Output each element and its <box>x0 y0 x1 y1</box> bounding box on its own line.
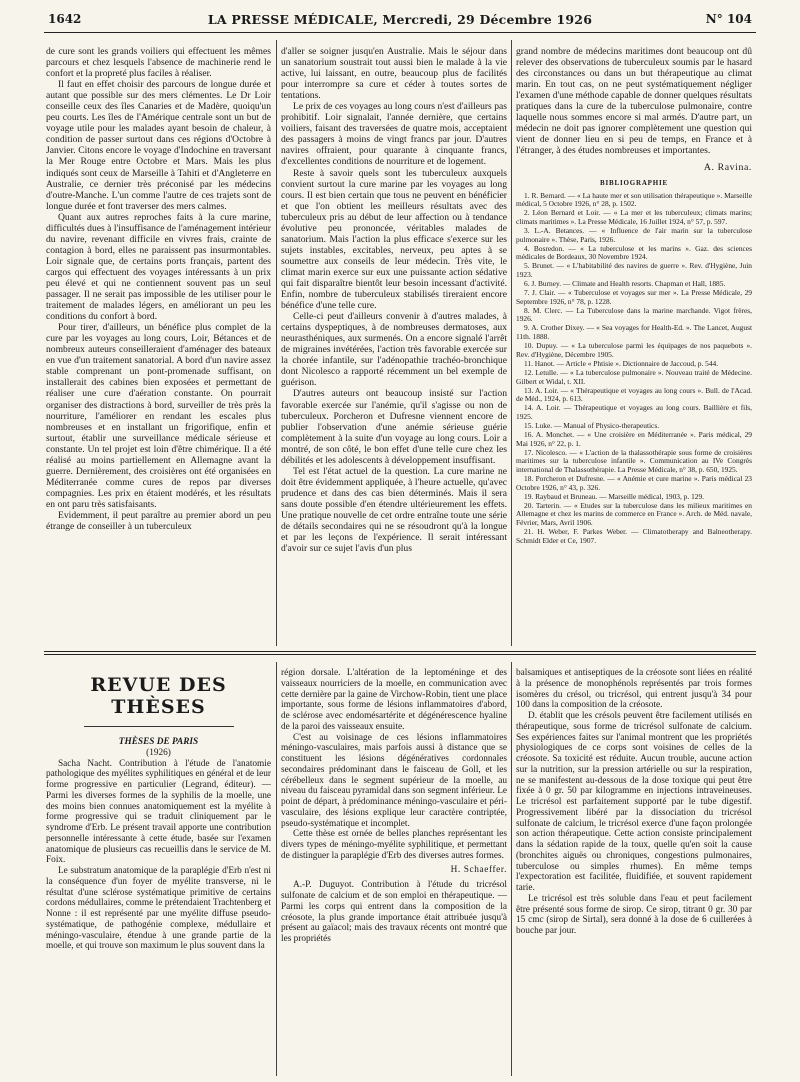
bibliography-entry: 2. Léon Bernard et Loir. — « La mer et les tuberculeux; climats marins; climats maritimes ». La Presse Médicale, 16 Juillet 1924, n° 57, p. 597. <box>516 208 752 226</box>
bibliography-entry: 10. Dupuy. — « La tuberculose parmi les équipages de nos paquebots ». Rev. d'Hygiène, Décembre 1905. <box>516 341 752 359</box>
bibliography-entry: 21. H. Weber, F. Parkes Weber. — Climatotherapy and Balneotherapy. Schmidt Elder et Ce, 1907. <box>516 527 752 545</box>
bibliography-entry: 20. Tarterin. — « Etudes sur la tuberculose dans les milieux maritimes en Allemagne et chez les marins de commerce en France ». Arch. de Méd. navale, Février, Mars, Avril 1906. <box>516 500 752 528</box>
header-rule <box>44 32 756 33</box>
article-paragraph: Il faut en effet choisir des parcours de longue durée et autant que possible sur des mers clémentes. Le Dr Loir conseille ceux des îles Canaries et de Madère, quoiqu'un peu courts. Les îles de l'Amérique centrale sont un but de voyage utile pour les malades ayant besoin de chaleur, à condition de passer surtout dans ces régions d'Octobre à Janvier. Citons encore le voyage d'Indochine en traversant la Mer Rouge entre Octobre et Mars. Mais les plus indiqués sont ceux de Marseille à Tahiti et d'Angleterre en Australie, ce dernier très préconisé par les médecins d'outre-Manche. L'un comme l'autre de ces trajets sont de longue durée et font traverser des mers calmes. <box>46 79 271 212</box>
bibliography-entry: 4. Bosredon. — « La tuberculose et les marins ». Gaz. des sciences médicales de Bordeaux, 30 Novembre 1924. <box>516 243 752 262</box>
revue-column-1 <box>46 668 271 1074</box>
page-number: 1642 <box>48 12 82 26</box>
bibliography-entry: 14. A. Loir. — Thérapeutique et voyages au long cours. Baillière et fils, 1925. <box>516 403 752 421</box>
article-paragraph: Quant aux autres reproches faits à la cure marine, difficultés dues à l'insuffisance de l'aménagement intérieur du navire, revenant difficile en vivres frais, crainte de contagion à bord, elles ne paraissent pas insurmontables. Loir signale que, de certains ports français, partent des cargos qui effectuent des voyages intéressants à un prix peu élevé et qui ne contiennent souvent pas un seul passager. Il ne serait pas impossible de les utiliser pour le traitement de malades légers, en améliorant un peu les conditions du confort à bord. <box>46 211 271 323</box>
bibliography-list <box>516 192 752 546</box>
article-column-3 <box>516 46 752 643</box>
thesis-review-paragraph: Sacha Nacht. Contribution à l'étude de l'anatomie pathologique des myélites syphilitiques en général et de leur forme progressive en particulier (Legrand, éditeur). — Parmi les diverses formes de la syphilis de la moelle, une des moins bien connues anatomiquement est la myélite à forme progressive qui se traduit cliniquement par le syndrome d'Erb. Le présent travail apporte une contribution personnelle intéressante à cette étude, basée sur l'examen anatomique de plusieurs cas recueillis dans le service de M. Foix. <box>46 758 271 866</box>
revue-title: REVUE DES THÈSES <box>90 674 227 718</box>
article-paragraph: Reste à savoir quels sont les tuberculeux auxquels convient surtout la cure marine par les voyages au long cours. Il est bien certain que tous ne peuvent en bénéficier et que l'on obtient les meilleurs résultats avec des tuberculeux pris au début de leur affection ou à tendance évolutive peu prononcée, véritables malades de sanatorium. Mais l'action la plus efficace s'exerce sur les sujets instables, excitables, nerveux, peu aptes à se soumettre aux conseils de leur médecin. Très vite, le climat marin exerce sur eux une puissante action sédative qui fait disparaître bientôt leur besoin incessant d'activité. Enfin, nombre de tuberculeux stabilisés tireraient encore bénéfice d'une telle cure. <box>281 167 507 312</box>
bibliography-title: BIBLIOGRAPHIE <box>600 178 668 187</box>
bibliography-entry: 3. L.-A. Betances. — « Influence de l'air marin sur la tuberculose pulmonaire ». Thèse, Paris, 1926. <box>516 225 752 244</box>
bibliography-entry: 5. Brunet. — « L'habitabilité des navires de guerre ». Rev. d'Hygiène, Juin 1923. <box>516 261 752 279</box>
section-divider-rule <box>44 654 756 655</box>
bibliography-entry: 6. J. Burney. — Climate and Health resorts. Chapman et Hall, 1885. <box>524 279 726 288</box>
article-paragraph: Pour tirer, d'ailleurs, un bénéfice plus complet de la cure par les voyages au long cours, Loir, Bétances et de nombreux auteurs conseilleraient d'aménager des bateaux en vue d'un traitement sanatorial. A bord d'un navire assez stable comprenant un pont-promenade suffisant, on installerait des cabines bien exposées et permettant de réaliser une cure d'aération constante. On pourrait organiser des distractions à bord, surveiller de très près la nourriture, l'améliorer en rendant les escales plus nombreuses et en installant un frigorifique, enfin et surtout, établir une surveillance médicale sérieuse et constante. Un tel projet est loin d'être chimérique. Il a été réalisé au moins partiellement en Allemagne avant la guerre. Dernièrement, des croisières ont été organisées en Méditerranée comme cures de repos par diverses compagnies. Les prix en étaient modérés, et les résultats en ont paru très satisfaisants. <box>46 322 271 510</box>
article-column-1 <box>46 46 271 643</box>
column-divider <box>276 40 277 646</box>
column-divider <box>511 662 512 1076</box>
thesis-review-paragraph: balsamiques et antiseptiques de la créosote sont liées en réalité à la présence de monophénols représentés par trois formes isomères du crésol, ou tricrésol, qui entrent jusqu'à 34 pour 100 dans la composition de la créosote. <box>516 668 752 711</box>
reviewer-signature: H. Schaeffer. <box>450 864 507 875</box>
article-paragraph: D'autres auteurs ont beaucoup insisté sur l'action favorable exercée sur l'anémie, qu'il s'agisse ou non de tuberculeux. Porcheron et Dufresne viennent encore de publier l'observation d'une anémie sérieuse guérie complètement à la suite d'un voyage au long cours. Loir a montré, de son côté, le bon effet d'une telle cure chez les débilités et les adolescents à développement insuffisant. <box>281 388 507 466</box>
article-paragraph: Le prix de ces voyages au long cours n'est d'ailleurs pas prohibitif. Loir signalait, l'année dernière, que certains voiliers, faisant des traversées de quatre mois, acceptaient des passagers à moins de vingt francs par jour. D'autres navires offraient, pour quarante à cinquante francs, d'excellentes conditions de nourriture et de logement. <box>281 101 507 168</box>
bibliography-entry: 19. Raybaud et Bruneau. — Marseille médical, 1903, p. 129. <box>524 491 705 501</box>
bibliography-entry: 7. J. Clair. — « Tuberculose et voyages sur mer ». La Presse Médicale, 29 Septembre 1926, n° 78, p. 1228. <box>516 288 752 306</box>
bibliography-entry: 1. R. Bernard. — « La haute mer et son utilisation thérapeutique ». Marseille médical, 5 Octobre 1926, n° 28, p. 1502. <box>516 190 752 209</box>
article-paragraph: Tel est l'état actuel de la question. La cure marine ne doit être évidemment appliquée, à l'heure actuelle, qu'avec prudence et dans des cas bien déterminés. Mais il sera sans doute possible d'en étendre ultérieurement les effets. Une pratique nouvelle de cet ordre entraîne toute une série de détails secondaires qui ne se résoudront qu'à la longue et par les leçons de l'expérience. Il serait intéressant d'avoir sur ce sujet l'avis d'un plus <box>281 465 507 555</box>
article-column-2 <box>281 46 507 643</box>
revue-column-2 <box>281 668 507 1074</box>
bibliography-entry: 9. A. Crother Dixey. — « Sea voyages for Health-Ed. ». The Lancet, August 11th. 1888. <box>516 323 752 342</box>
section-year: (1926) <box>146 747 171 758</box>
bibliography-entry: 13. A. Loir. — « Thérapeutique et voyages au long cours ». Bull. de l'Acad. de Méd., 1924, p. 613. <box>516 385 752 404</box>
title-rule <box>84 726 234 727</box>
column-divider <box>511 40 512 646</box>
bibliography-entry: 16. A. Monchet. — « Une croisière en Méditerranée ». Paris médical, 29 Mai 1926, n° 22, p. 1. <box>516 430 752 448</box>
article-paragraph: de cure sont les grands voiliers qui effectuent les mêmes parcours et chez lesquels l'absence de machinerie rend le confort et la propreté plus faciles à réaliser. <box>46 46 271 80</box>
article-paragraph: grand nombre de médecins maritimes dont beaucoup ont dû relever des observations de tuberculeux soumis par le hasard des circonstances ou dans un but thérapeutique au climat marin. En tout cas, on ne peut systématiquement négliger l'examen d'une méthode capable de donner quelques résultats pratiques dans la cure de la tuberculose pulmonaire, contre laquelle nous sommes encore si mal armés. D'autre part, un médecin ne doit pas ignorer complètement une question qui vient de donner lieu en si peu de temps, en France et à l'étranger, à des études nombreuses et importantes. <box>516 46 752 157</box>
thesis-review-paragraph: Le substratum anatomique de la paraplégie d'Erb n'est ni la conséquence d'un foyer de myélite transverse, ni le résultat d'une sclérose systématique primitive de certains cordons médullaires, comme le prétendaient Trachtenberg et Nonne : il est représenté par une myélite diffuse pseudo-systématique, de pathogénie complexe, médullaire et méningo-vasculaire, étendue à une grande partie de la moelle, et qui trouve son maximum le plus souvent dans la <box>46 866 271 952</box>
column-divider <box>276 662 277 1076</box>
issue-number: N° 104 <box>705 12 752 26</box>
article-paragraph: d'aller se soigner jusqu'en Australie. Mais le séjour dans un sanatorium soustrait tout aussi bien le malade à la vie active, lui laissant, en outre, beaucoup plus de facilités pour interrompre sa cure et céder à toutes sortes de tentations. <box>281 46 507 102</box>
author-signature: A. Ravina. <box>703 162 752 174</box>
revue-column-3 <box>516 668 752 1074</box>
thesis-review-paragraph: D. établit que les crésols peuvent être facilement utilisés en thérapeutique, sous forme de tricrésol sulfonate de calcium. Ses expériences faites sur l'animal montrent que les propriétés physiologiques de ce corps sont voisines de celles de la créosote. Sa toxicité est réduite. Aucun trouble, aucune action sur la nutrition, sur la pression artérielle ou sur la respiration, ne se manifestent au-dessous de la dose toxique qui peut être fixée à 0 gr. 50 par kilogramme en injections intraveineuses. Le tricrésol est parfaitement supporté par le tube digestif. Progressivement libéré par la dissociation du tricrésol sulfonate de calcium, le tricrésol exerce d'une façon prolongée son action thérapeutique. Cette action consiste principalement dans la sédation rapide de la toux, quelle qu'en soit la cause (bronchites aiguës ou chroniques, congestions pulmonaires, tuberculose ou simples rhumes). En même temps l'expectoration est facilitée, fluidifiée, et souvent rapidement tarie. <box>516 711 752 893</box>
thesis-review-paragraph: Le tricrésol est très soluble dans l'eau et peut facilement être présenté sous forme de sirop. Ce sirop, titrant 0 gr. 30 par 15 cmc (sirop de Sirtal), sera donné à la dose de 6 cuillerées à bouche par jour. <box>516 893 752 936</box>
article-paragraph: Celle-ci peut d'ailleurs convenir à d'autres malades, à certains dyspeptiques, à de nombreuses dermatoses, aux neurasthéniques, aux surmenés. On a encore signalé l'arrêt de migraines invétérées, l'action très favorable exercée sur la chorée infantile, sur l'adénopathie trachéo-bronchique dont Nicolesco a rapporté récemment un bel exemple de guérison. <box>281 311 507 389</box>
section-title: THÈSES DE PARIS <box>118 737 199 747</box>
article-paragraph: Evidemment, il peut paraître au premier abord un peu étrange de conseiller à un tuberculeux <box>46 509 271 533</box>
thesis-review-paragraph: C'est au voisinage de ces lésions inflammatoires méningo-vasculaires, mais parfois aussi à distance que se constituent les lésions dégénératives cordonnales secondaires prédominant dans le faisceau de Goll, et les cérébelleux dans le segment supérieur de la moelle, au niveau du faisceau pyramidal dans son segment inférieur. Le point de départ, à prédominance méningo-vasculaire et péri-vasculaire, des lésions explique leur caractère contriptée, pseudo-systématique et incomplet. <box>281 732 507 829</box>
bibliography-entry: 18. Porcheron et Dufresne. — « Anémie et cure marine ». Paris médical 23 Octobre 1926, n° 43, p. 326. <box>516 474 752 492</box>
bibliography-entry: 8. M. Clerc. — La Tuberculose dans la marine marchande. Vigot frères, 1926. <box>516 305 752 324</box>
thesis-review-paragraph: A.-P. Duguyot. Contribution à l'étude du tricrésol sulfonate de calcium et de son emploi en thérapeutique. — Parmi les corps qui entrent dans la composition de la créosote, la plus grande importance était attribuée jusqu'à présent au gaïacol; mais des travaux récents ont montré que les propriétés <box>281 880 507 944</box>
thesis-review-paragraph: Cette thèse est ornée de belles planches représentant les divers types de méningo-myélite syphilitique, et permettant de distinguer la paraplégie d'Erb des diverses autres formes. <box>281 829 507 861</box>
bibliography-entry: 17. Nicolesco. — « L'action de la thalassothérapie sous forme de croisières maritimes sur la tuberculose infantile ». Communication au IVe Congrès international de Thalassothérapie. La Presse Médicale, n° 38, p. 650, 1925. <box>516 447 752 474</box>
bibliography-entry: 12. Letulle. — « La tuberculose pulmonaire ». Nouveau traité de Médecine. Gilbert et Widal, t. XII. <box>516 367 752 386</box>
bibliography-entry: 11. Hanot. — Article « Phtisie ». Dictionnaire de Jaccoud, p. 544. <box>524 358 719 368</box>
bibliography-entry: 15. Luke. — Manual of Physico-therapeutics. <box>524 421 660 430</box>
section-divider-rule <box>44 651 756 652</box>
journal-header: LA PRESSE MÉDICALE, Mercredi, 29 Décembre 1926 <box>207 12 593 27</box>
thesis-review-paragraph: région dorsale. L'altération de la leptoméninge et des vaisseaux nourriciers de la moelle, en communication avec cette dernière par la gaine de Virchow-Robin, tient une place importante, sous forme de lésions inflammatoires d'abord, de sclérose avec endomésartérite et dégénérescence hyaline de la paroi des vaisseaux ensuite. <box>281 668 507 732</box>
